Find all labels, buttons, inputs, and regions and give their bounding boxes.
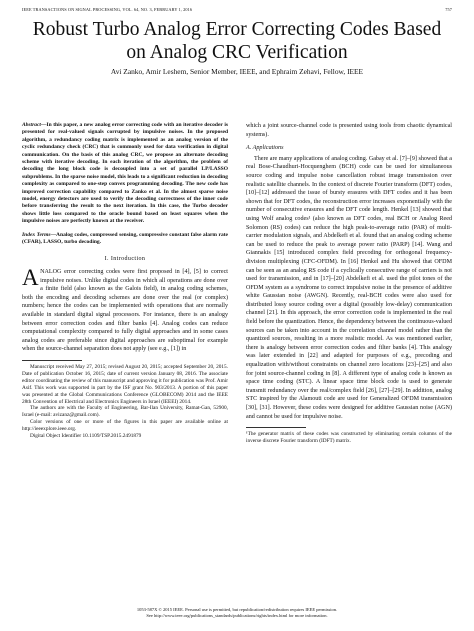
intro-continuation: which a joint source-channel code is presented using tools from chaotic dynamical systems). (246, 123, 452, 138)
abstract (22, 122, 228, 226)
footnote-affiliation: The authors are with the Faculty of Engineering, Bar-Ilan University, Ramat-Gan, 52900, Israel (e-mail: avizanz@gmail.com). (22, 405, 228, 419)
author-list (22, 67, 452, 76)
paper-title: Robust Turbo Analog Error Correcting Codes Based on Analog CRC Verification (32, 19, 442, 63)
footnote-divider-right (246, 427, 306, 428)
drop-cap: A (22, 265, 39, 291)
section-heading-introduction: I. Introduction (104, 255, 146, 262)
authors-text: Avi Zanko, Amir Leshem, Senior Member, IEEE, and Ephraim Zehavi, Fellow, IEEE (110, 67, 364, 76)
index-terms-label: Index Terms (22, 231, 51, 238)
page-number: 757 (445, 7, 452, 12)
footnote-manuscript: Manuscript received May 27, 2015; revised August 20, 2015; accepted September 20, 2015. Date of publication October 16, 2015; date of current version January 08, 2016. The associate editor coordinating the review of this manuscript and approving it for publication was Prof. Amir Asif. This work was supported in part by the ISF grant No. 903/2013. A portion of this paper was presented at the Global Communications Conference (GLOBECOM) 2014 and the IEEE 28th Convention of Electrical and Electronics Engineers in Israel (IEEEI) 2014. (22, 364, 228, 405)
running-head (22, 7, 452, 15)
intro-paragraph-text: NALOG error correcting codes were first proposed in [4], [5] to correct impulsive noises. Unlike digital codes in which all operations are done over a finite field (also known as the Galois field), in analog coding schemes, both the encoding and decoding schemes are done over the real (or complex) numbers; hence the codes can be implemented with operations that are normally available in standard digital signal processors. For instance, there is an analogy between error correction codes and filter banks [4]. Analog codes can reduce computational complexity compared to fully digital approaches and in some cases analog codes are preferable since digital approaches are suboptimal for example when the source-channel separation does not apply (see e.g., [1]) in (22, 269, 228, 353)
footnote-color: Color versions of one or more of the figures in this paper are available online at http://ieeexplore.ieee.org. (22, 419, 228, 433)
footer-line-2: See http://www.ieee.org/publications_standards/publications/rights/index.html for more information. (146, 613, 328, 618)
abstract-text: —In this paper, a new analog error correcting code with an iterative decoder is presented for real-valued signals corrupted by impulsive noises. In the proposed algorithm, a redundancy coding matrix is implemented as an analog version of the cyclic redundancy check (CRC) that is commonly used for data verification in digital communication. On the basis of this analog CRC, we propose an alternate decoding scheme with iterative decoding. In each iteration of the algorithm, the problem of decoding the long block code is decoupled into a set of parallel LP/LASSO subproblems. In the sparse noise model, this leads to a significant reduction in decoding complexity as compared to one-step convex programming decoding. The new code has improved correction capability compared to Zanko et al. In the almost sparse noise model, energy detectors are used to verify the decoding correctness of the inner code before transferring the result to the next iteration. In this case, the Turbo decoder shows little loss compared to the oracle bound based on least squares when the impulsive noises are perfectly known at the receiver. (22, 122, 228, 225)
copyright-footer (22, 607, 452, 619)
footnote-divider (22, 360, 82, 361)
footnote-doi: Digital Object Identifier 10.1109/TSP.2015.2491879 (30, 433, 142, 440)
journal-header: IEEE TRANSACTIONS ON SIGNAL PROCESSING, VOL. 64, NO. 3, FEBRUARY 1, 2016 (22, 7, 193, 12)
subsection-heading-applications: A. Applications (246, 145, 284, 152)
index-terms (22, 232, 228, 247)
index-terms-text: —Analog codes, compressed sensing, compressive constant false alarm rate (CFAR), LASSO, turbo decoding. (22, 231, 228, 246)
intro-paragraph (22, 265, 228, 354)
left-column (22, 122, 228, 440)
footnote-generator-matrix: ¹The generator matrix of these codes was constructed by eliminating certain columns of the inverse discrete Fourier transform (IDFT) matrix. (246, 431, 452, 445)
applications-paragraph: There are many applications of analog coding. Gabay et al. [7]–[9] showed that a real Bose-Chaudhuri-Hocquenghem (BCH) code can be used for simultaneous source coding and impulse noise cancellation robust image transmission over realistic satellite channels. In the context of discrete Fourier transform (DFT) codes, [10]–[12] addressed the issue of bursty erasures with DFT codes and it has been shown that for DFT codes, the reconstruction error increases exponentially with the number of consecutive erasures and the DFT code length. Henkel [13] showed that using Wolf analog codes¹ (also known as DFT codes, real BCH or Analog Reed Solomon (RS) codes) can reduce the high peak-to-average ratio (PAR) of multi-carrier modulation signals, and Abdelkefi et al. found that an analog coding scheme can be used to reduce the peak to average power ratio (PARP) [14]. Wang and Giannakis [15] introduced complex field precoding for orthogonal frequency-division multiplexing (CFC-OFDM). In [16] Henkel and Hu showed that OFDM can be seen as an analog RS code if a cyclically consecutive range of carriers is not used for transmission, and in [17]–[20] Abdelkefi et al. used the pilot tones of the OFDM system as a syndrome to correct impulsive noise in the presence of additive white Gaussian noise (AWGN). Recently, real-BCH codes were also used for distributed lossy source coding over a digital (possibly low-delay) communication channel [21]. In this approach, the error correction code is implemented in the real field before the quantization. Hence, the dependency between the continuous-valued sources can be taken into account in the correlation channel model rather than the quantized sources, resulting in a more realistic model. As was mentioned earlier, there is analogy between error correction codes and filter banks [4]. This analogy was later extended in [22] and adapted for purposes of e.g., precoding and equalization with/without constraints on channel zero locations [23]–[25] and also for joint source-channel coding in [8]. A different type of analog code is known as space time coding (STC). A linear space time block code is used to generate transmit redundancy over the real/complex field [26], [27]–[29]. In addition, analog STC inspired by the Alamouti code are used for Generalized OFDM transmission [30], [31]. However, these codes were designed for additive Gaussian noise (AGN) and cannot be used for impulsive noise. (246, 155, 452, 420)
abstract-label: Abstract (22, 122, 41, 128)
footer-line-1: 1053-587X © 2015 IEEE. Personal use is permitted, but republication/redistribution requires IEEE permission. (136, 607, 338, 612)
right-column (246, 122, 452, 445)
